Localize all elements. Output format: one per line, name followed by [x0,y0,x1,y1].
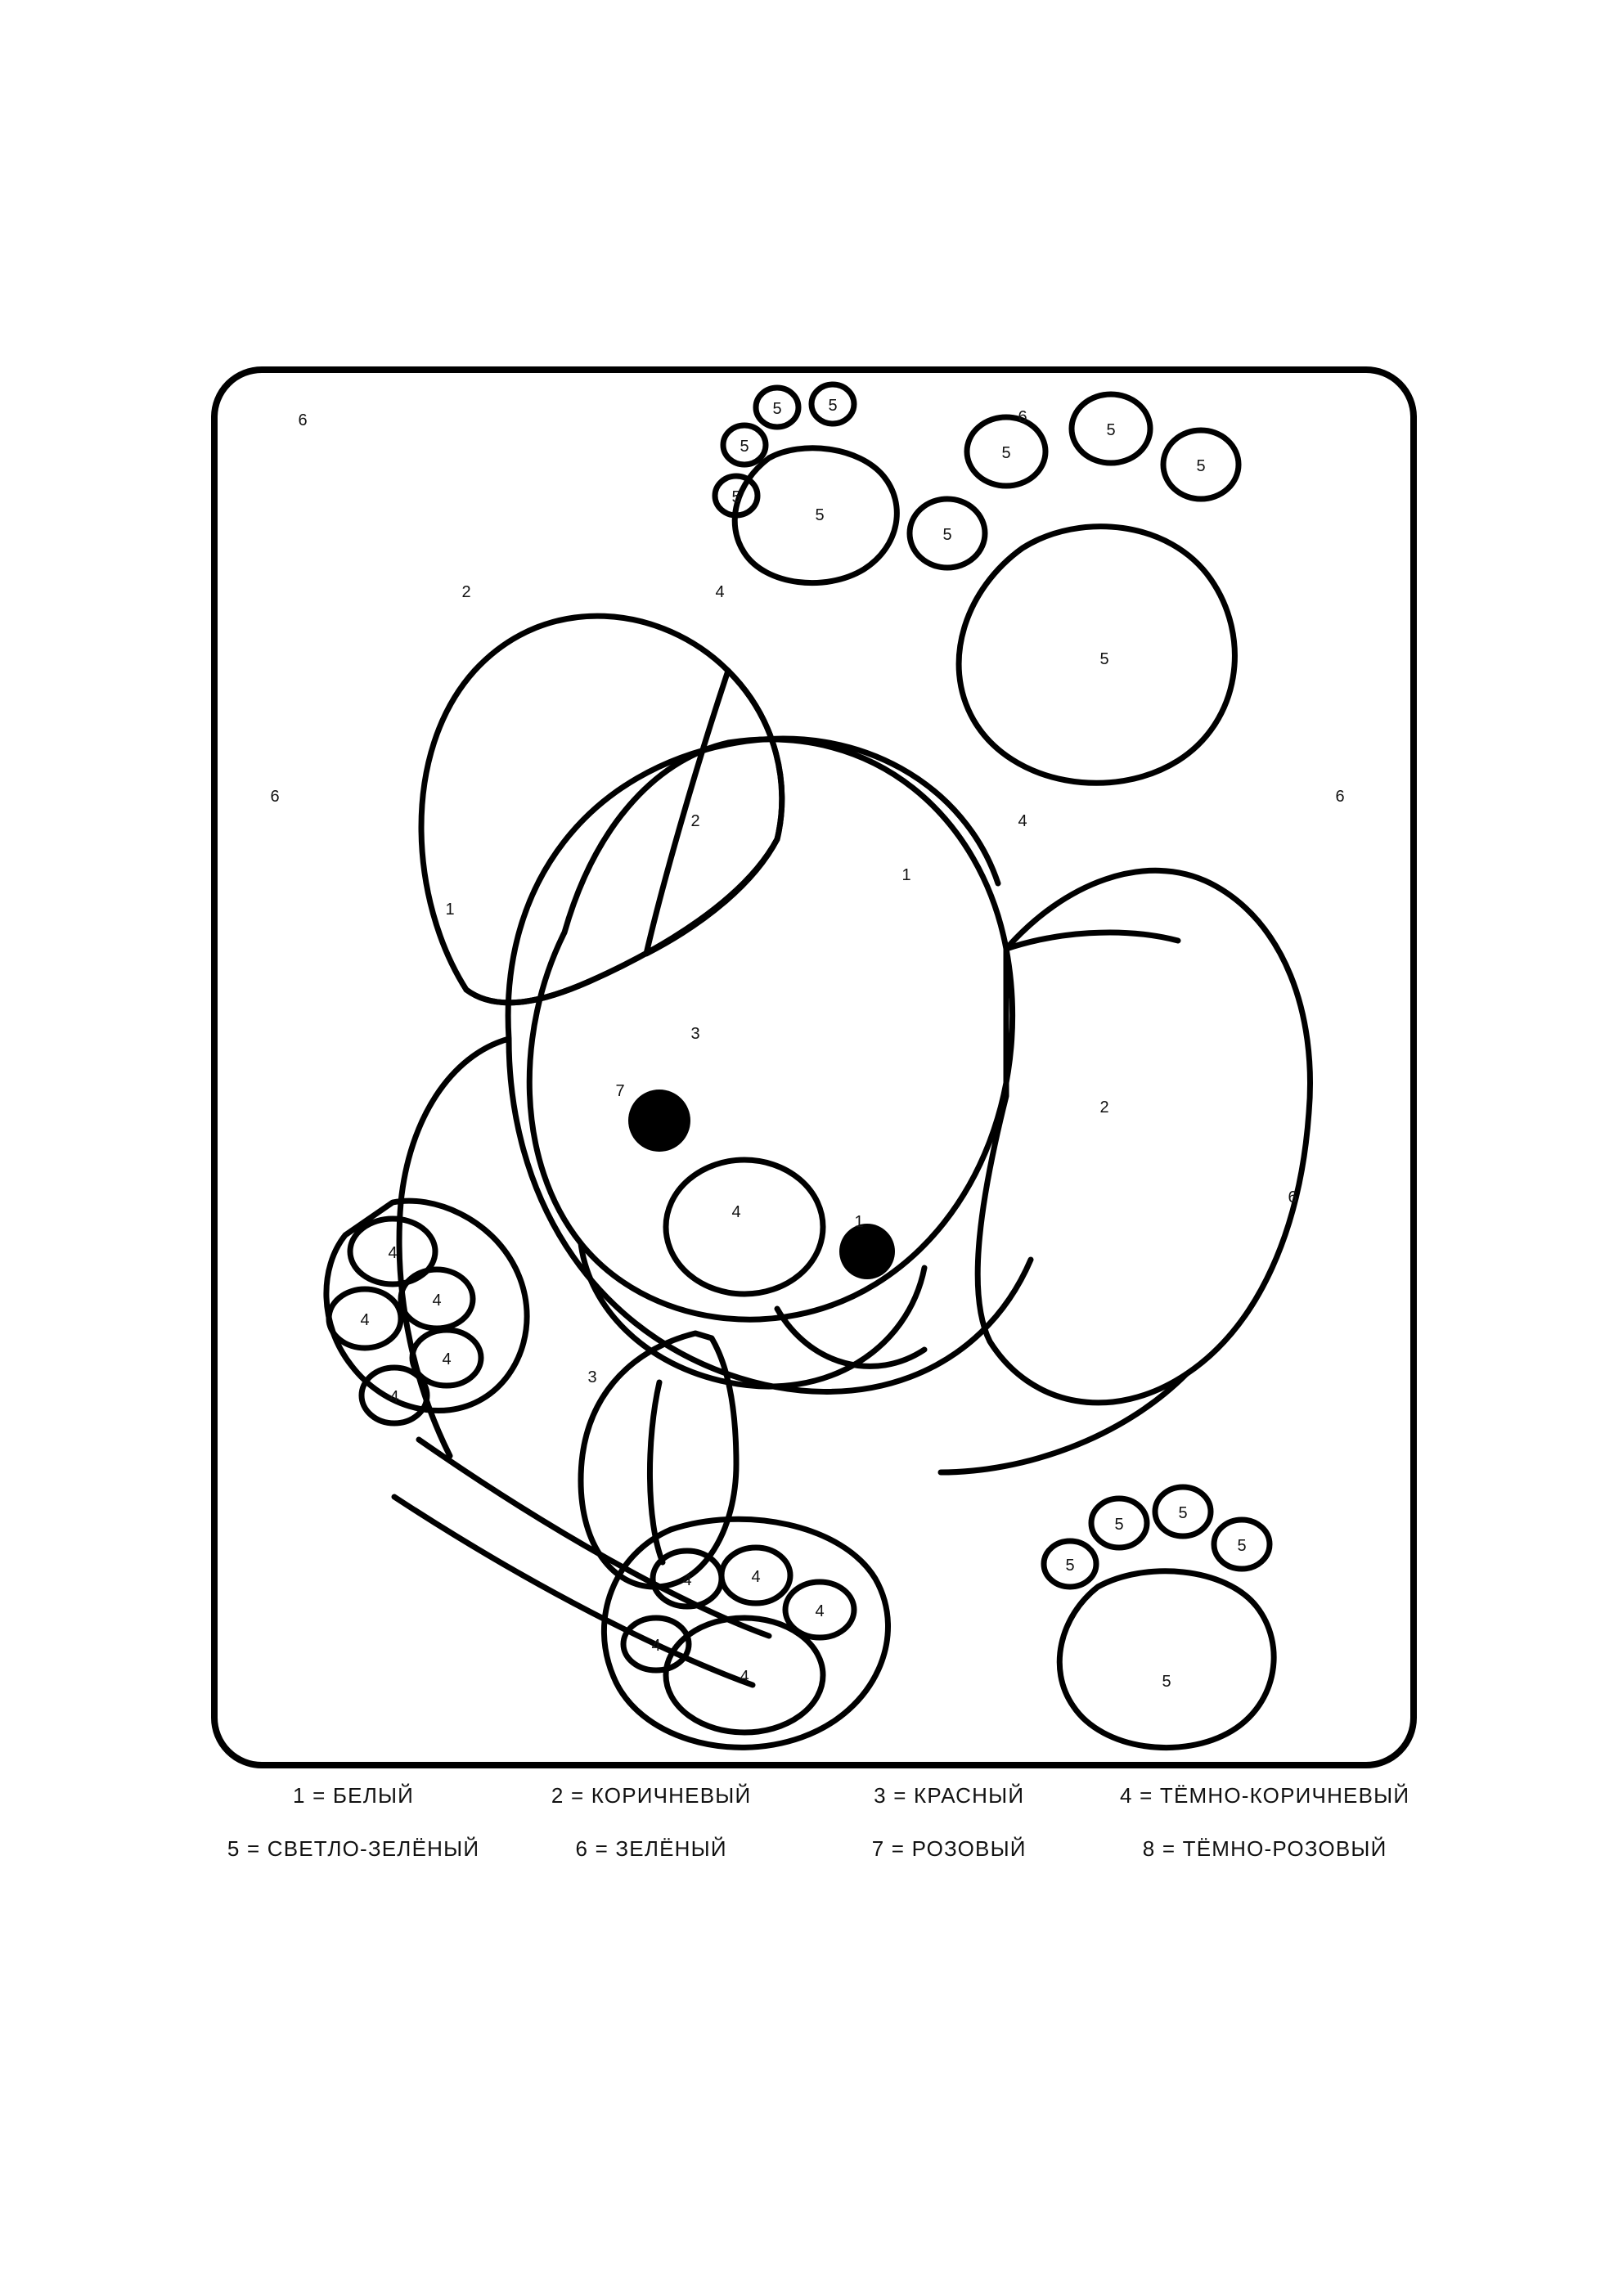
region-number-face: 1 [901,866,911,884]
region-number-print-tr-pad-c: 5 [1196,457,1206,475]
region-number-paw-left-pad-a: 4 [388,1244,398,1262]
color-legend [205,1783,1432,1889]
region-number-print-top-pad-d: 5 [731,488,741,506]
region-number-paw-bottom-pad-c: 4 [815,1602,825,1620]
region-number-print-top-main: 5 [815,506,825,524]
region-number-print-br-pad-a: 5 [1114,1516,1124,1534]
region-number-bg-mid-left: 6 [270,788,280,806]
region-number-paw-bottom-pad-b: 4 [751,1568,761,1586]
region-number-print-br-pad-b: 5 [1178,1504,1188,1522]
legend-item-1: 1 = БЕЛЫЙ [293,1783,415,1808]
region-number-ear-right: 4 [1018,812,1027,830]
region-number-chin: 3 [690,1025,700,1043]
legend-item-6: 6 = ЗЕЛЁНЫЙ [575,1836,727,1861]
legend-row-2 [205,1836,1432,1862]
legend-item-8: 8 = ТЁМНО-РОЗОВЫЙ [1142,1836,1387,1861]
region-number-bg-top-left: 6 [298,411,308,429]
body-right [941,1374,1186,1472]
region-number-print-br-main: 5 [1162,1673,1171,1691]
page-border [214,370,1414,1765]
region-number-chest: 1 [854,1213,864,1231]
region-number-print-top-pad-a: 5 [772,400,782,418]
ear-right-crease [1006,932,1178,949]
region-number-ear-left-inner: 4 [715,583,725,601]
nose [666,1160,823,1294]
region-number-paw-bottom-pad-a: 4 [682,1571,692,1589]
legend-row-1 [205,1783,1432,1808]
artwork-frame [205,360,1423,1775]
legend-item-5: 5 = СВЕТЛО-ЗЕЛЁНЫЙ [227,1836,480,1861]
region-number-paw-left-pad-c: 4 [360,1311,370,1329]
region-number-collar: 3 [587,1368,597,1386]
region-number-head: 2 [690,812,700,830]
paw-bottom-main [604,1519,888,1747]
eye-right [839,1224,895,1279]
region-number-print-top-pad-b: 5 [828,397,838,415]
region-number-body-left: 1 [445,901,455,919]
region-number-print-tr-pad-a: 5 [1001,444,1011,462]
region-number-ear-left: 2 [461,583,471,601]
face-outline [529,739,1012,1319]
region-number-print-br-pad-d: 5 [1065,1557,1075,1575]
ear-right [978,870,1310,1403]
region-number-tongue: 7 [615,1082,625,1100]
region-number-print-tr-main: 5 [1099,650,1109,668]
region-number-print-br-pad-c: 5 [1237,1537,1247,1555]
legend-item-4: 4 = ТЁМНО-КОРИЧНЕВЫЙ [1119,1783,1410,1808]
region-number-paw-left-pad-e: 4 [389,1388,399,1406]
region-number-paw-bottom-pad-d: 4 [651,1637,661,1655]
print-topright-main [959,527,1234,784]
legend-item-2: 2 = КОРИЧНЕВЫЙ [551,1783,752,1808]
region-number-bg-bottom-right: 6 [1288,1188,1297,1206]
region-number-body-right: 2 [1099,1099,1109,1117]
legend-item-7: 7 = РОЗОВЫЙ [871,1836,1027,1861]
region-number-paw-left-pad-d: 4 [442,1350,452,1368]
region-number-print-tr-pad-d: 5 [942,526,952,544]
region-number-bg-top-right: 6 [1018,408,1027,426]
region-number-paw-left-pad-b: 4 [432,1292,442,1310]
region-number-print-top-pad-c: 5 [740,438,749,456]
print-bottomright-main [1059,1571,1274,1748]
region-number-paw-bottom-main: 4 [740,1668,749,1686]
eye-left [628,1090,690,1152]
region-number-print-tr-pad-b: 5 [1106,421,1116,439]
ear-left-inner [646,671,782,954]
region-number-bg-mid-right: 6 [1335,788,1345,806]
legend-item-3: 3 = КРАСНЫЙ [874,1783,1025,1808]
region-number-nose: 4 [731,1203,741,1221]
